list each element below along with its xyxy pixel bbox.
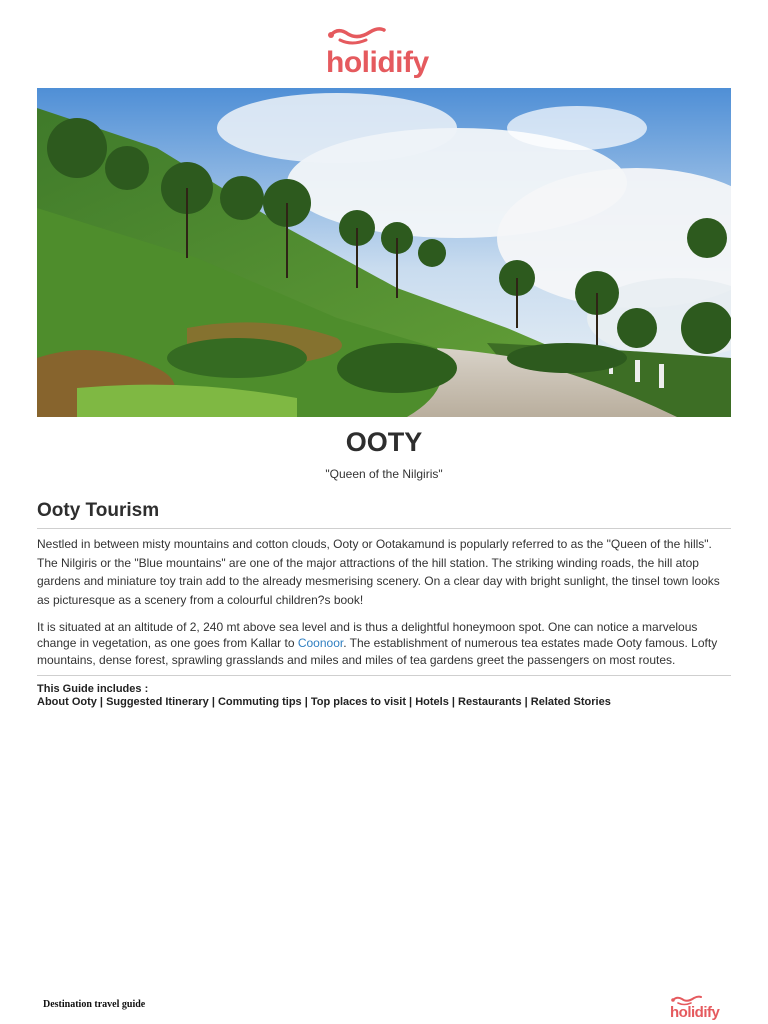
section-heading: Ooty Tourism [37,500,160,521]
divider [37,675,731,676]
divider [37,528,731,529]
hero-image [37,88,731,417]
page-title: OOTY [345,427,423,457]
holidify-logo-footer[interactable] [668,995,728,1023]
hill-road-landscape-image [37,88,731,417]
logo-wordmark: holidify [326,46,429,79]
detail-text-start: It is situated at an altitude of 2, 240 mt above sea level and is thus a delightful honeymoon spot. One can notice a marvelous change in vegetation, as one goes from Kallar to [37,620,698,651]
footer-label: Destination travel guide [43,999,146,1010]
logo-wordmark: holidify [670,1004,720,1021]
detail-paragraph [37,619,733,668]
swoosh-icon [328,26,388,48]
detail-text-end: . The establishment of numerous tea estates made Ooty famous. Lofty mountains, dense forest, sprawling grasslands and miles and miles of tea gardens greet the passengers on most routes. [37,636,718,667]
tagline: "Queen of the Nilgiris" [325,467,443,481]
coonoor-link[interactable]: Coonoor [297,636,344,651]
guide-includes-list: About Ooty | Suggested Itinerary | Commuting tips | Top places to visit | Hotels | Restaurants | Related Stories [37,696,611,708]
guide-includes-title: This Guide includes : [37,683,149,695]
holidify-logo[interactable] [322,26,446,86]
intro-paragraph: Nestled in between misty mountains and cotton clouds, Ooty or Ootakamund is popularly referred to as the "Queen of the hills". The Nilgiris or the "Blue mountains" are one of the major attractions of the hill station. The striking winding roads, the hill atop gardens and miniature toy train add to the already mesmerising scenery. On a clear day with bright sunlight, the tinsel town looks as picturesque as a scenery from a colourful children?s book! [37,537,720,607]
